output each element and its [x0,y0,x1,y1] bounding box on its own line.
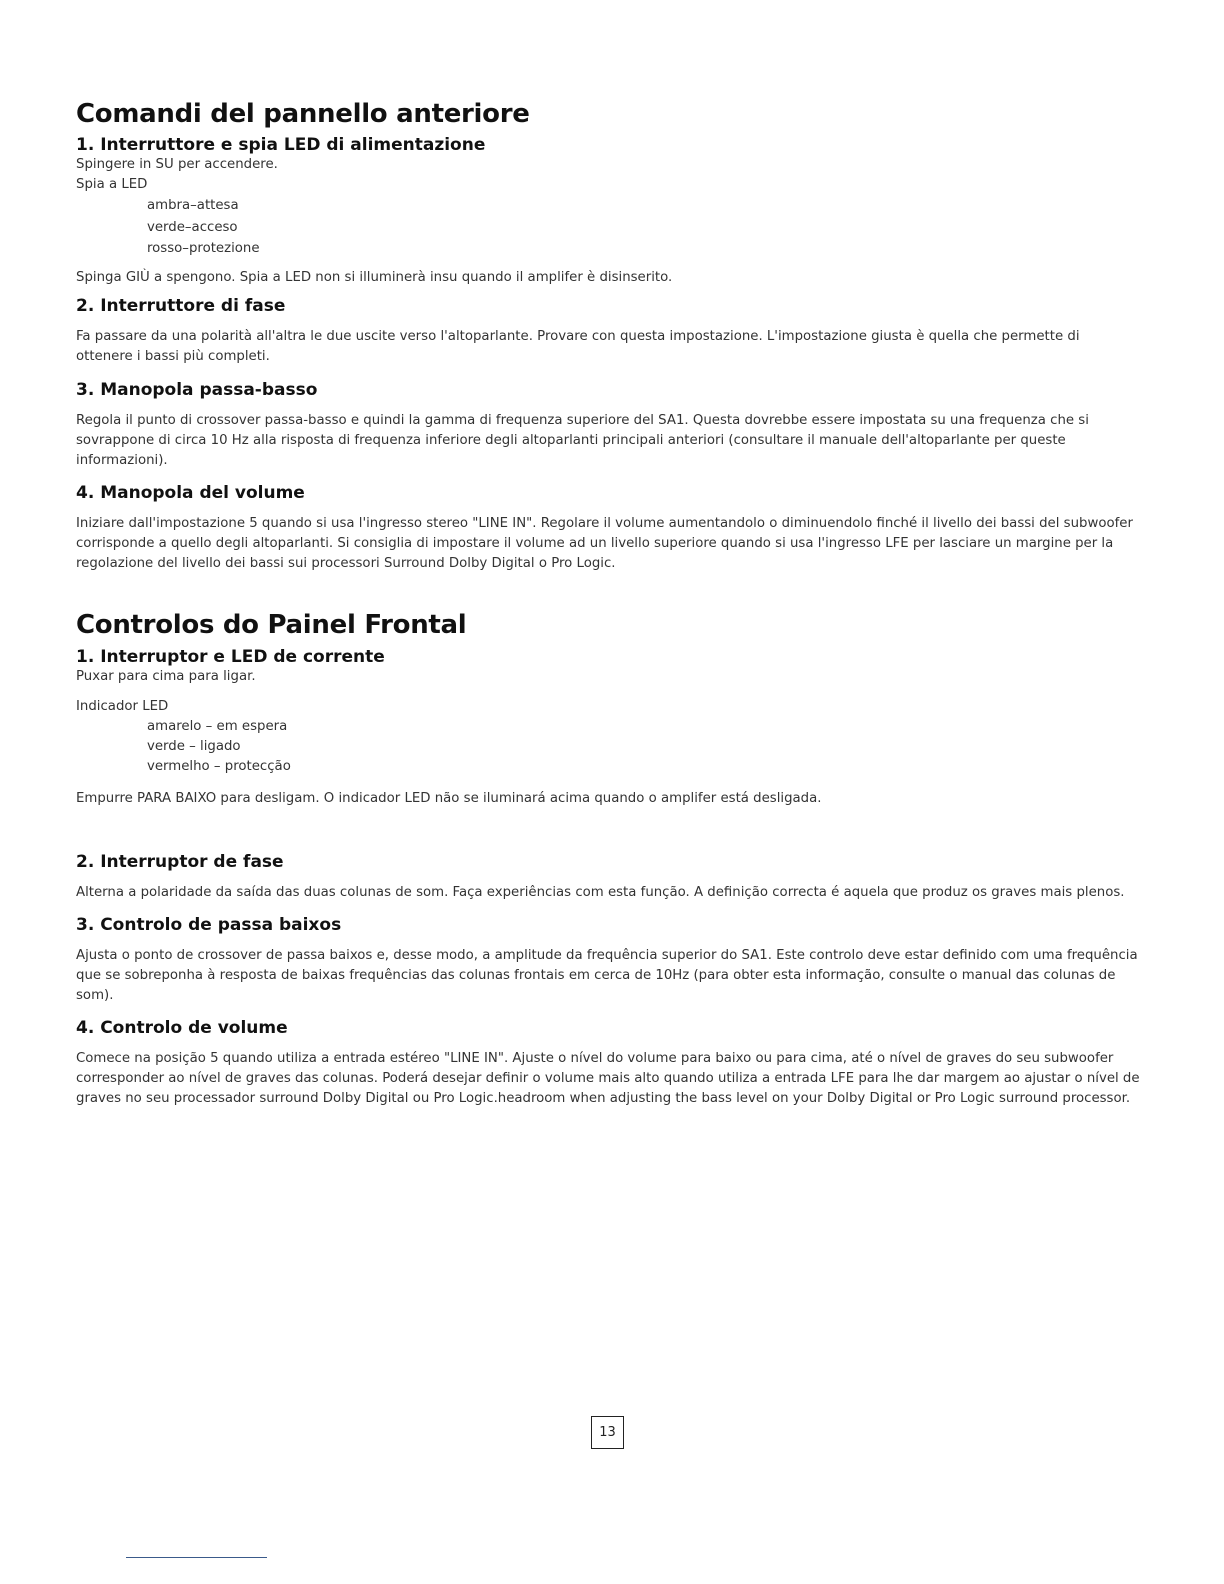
it-led-amber: ambra–attesa [147,198,239,213]
it-led-red: rosso–protezione [147,241,260,256]
it-phase-text: Fa passare da una polarità all'altra le due uscite verso l'altoparlante. Provare con questa impostazione. L'impostazione giusta è quella che permette di ottenere i bassi più completi. [76,328,1080,364]
footer-divider [126,1557,267,1558]
italian-title: Comandi del pannello anteriore [76,99,530,129]
pt-phase-text: Alterna a polaridade da saída das duas colunas de som. Faça experiências com esta função. A definição correcta é aquela que produz os graves mais plenos. [76,884,1125,900]
pt-heading-phase-switch: 2. Interruptor de fase [76,851,284,872]
pt-led-green: verde – ligado [147,738,241,754]
it-led-list [76,195,1140,260]
page-number: 13 [591,1416,624,1449]
it-power-line3: Spinga GIÙ a spengono. Spia a LED non si illuminerà insu quando il amplifer è disinserito. [76,269,673,285]
pt-heading-power-switch: 1. Interruptor e LED de corrente [76,646,385,667]
it-heading-power-switch: 1. Interruttore e spia LED di alimentazione [76,135,486,155]
portuguese-title: Controlos do Painel Frontal [76,609,467,640]
it-power-line1: Spingere in SU per accendere. [76,157,278,172]
page-content [76,96,1140,1109]
it-heading-lowpass: 3. Manopola passa-basso [76,379,318,400]
pt-led-red: vermelho – protecção [147,758,291,774]
pt-led-amber: amarelo – em espera [147,718,288,734]
it-lowpass-text: Regola il punto di crossover passa-basso e quindi la gamma di frequenza superiore del SA1. Questa dovrebbe essere impostata su una frequenza che si sovrappone di circa 10 Hz alla risposta di frequenza inferiore degli altoparlanti principali anteriori (consultare il manuale dell'altoparlante per queste informazioni). [76,412,1089,468]
italian-section [76,99,1140,574]
pt-power-line3: Empurre PARA BAIXO para desligam. O indicador LED não se iluminará acima quando o amplifer está desligada. [76,790,822,806]
pt-heading-volume: 4. Controlo de volume [76,1017,288,1038]
pt-power-line2: Indicador LED [76,698,169,714]
it-volume-text: Iniziare dall'impostazione 5 quando si usa l'ingresso stereo "LINE IN". Regolare il volume aumentandolo o diminuendolo finché il livello dei bassi del subwoofer corrisponde a quello degli altoparlanti. Si consiglia di impostare il volume ad un livello superiore quando si usa l'ingresso LFE per lasciare un margine per la regolazione del livello dei bassi sui processori Surround Dolby Digital o Pro Logic. [76,515,1133,571]
pt-volume-text: Comece na posição 5 quando utiliza a entrada estéreo "LINE IN". Ajuste o nível do volume para baixo ou para cima, até o nível de graves do seu subwoofer corresponder ao nível de graves das colunas. Poderá desejar definir o volume mais alto quando utiliza a entrada LFE para lhe dar margem ao ajustar o nível de graves no seu processador surround Dolby Digital ou Pro Logic.headroom when adjusting the bass level on your Dolby Digital or Pro Logic surround processor. [76,1050,1140,1106]
pt-led-list [76,717,1140,777]
pt-lowpass-text: Ajusta o ponto de crossover de passa baixos e, desse modo, a amplitude da frequência superior do SA1. Este controlo deve estar definido com uma frequência que se sobreponha à resposta de baixas frequências das colunas frontais em cerca de 10Hz (para obter esta informação, consulte o manual das colunas de som). [76,947,1138,1003]
it-led-green: verde–acceso [147,219,238,235]
it-power-line2: Spia a LED [76,177,148,192]
pt-power-line1: Puxar para cima para ligar. [76,668,256,684]
pt-heading-lowpass: 3. Controlo de passa baixos [76,914,342,935]
portuguese-section [76,610,1140,1109]
it-heading-volume: 4. Manopola del volume [76,482,305,503]
it-heading-phase-switch: 2. Interruttore di fase [76,295,286,316]
